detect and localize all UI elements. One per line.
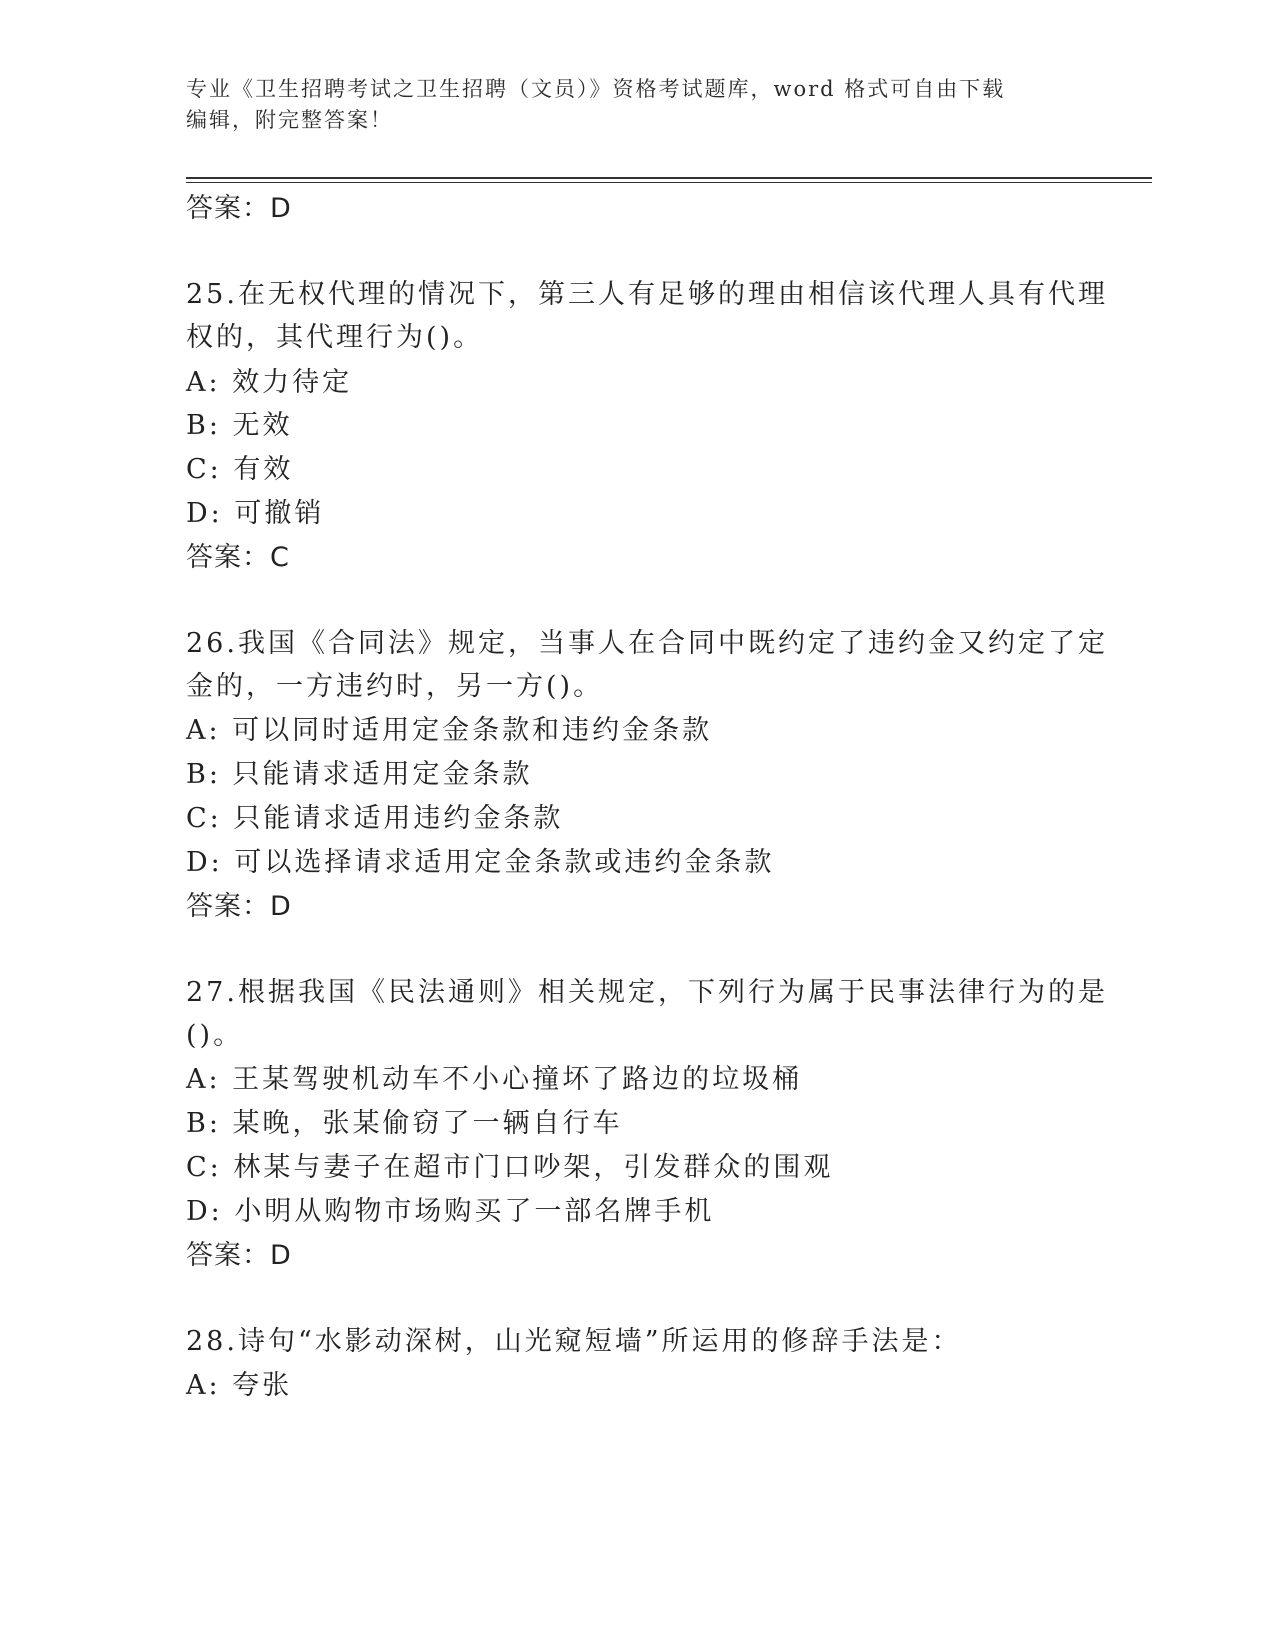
question-26-option-d: D: 可以选择请求适用定金条款或违约金条款	[186, 847, 775, 878]
header-divider-thin	[186, 182, 1152, 183]
question-26-answer: 答案：D	[186, 891, 292, 922]
question-26-option-b: B: 只能请求适用定金条款	[186, 759, 533, 790]
question-26-option-c: C: 只能请求适用违约金条款	[186, 803, 564, 834]
question-25-option-d: D: 可撤销	[186, 498, 325, 529]
question-25-option-b: B: 无效	[186, 410, 293, 441]
header-divider-thick	[186, 177, 1152, 179]
question-27-option-c: C: 林某与妻子在超市门口吵架，引发群众的围观	[186, 1152, 834, 1183]
question-28-stem-line-1: 28.诗句“水影动深树，山光窥短墙”所运用的修辞手法是：	[186, 1326, 962, 1357]
previous-answer: 答案：D	[186, 193, 292, 224]
question-25-stem-line-1: 25.在无权代理的情况下，第三人有足够的理由相信该代理人具有代理	[186, 279, 1108, 310]
document-header	[186, 74, 1086, 136]
question-25-option-c: C: 有效	[186, 454, 294, 485]
question-27-stem-line-1: 27.根据我国《民法通则》相关规定，下列行为属于民事法律行为的是	[186, 977, 1108, 1008]
question-25-answer: 答案：C	[186, 542, 290, 573]
question-27-option-a: A: 王某驾驶机动车不小心撞坏了路边的垃圾桶	[186, 1064, 803, 1095]
question-27-answer: 答案：D	[186, 1240, 292, 1271]
question-25-stem-line-2: 权的，其代理行为()。	[186, 322, 484, 353]
question-27-option-b: B: 某晚，张某偷窃了一辆自行车	[186, 1108, 623, 1139]
question-28-option-a: A: 夸张	[186, 1370, 293, 1401]
question-25-option-a: A: 效力待定	[186, 367, 353, 398]
question-27-stem-line-2: ()。	[186, 1020, 244, 1051]
header-line-1: 专业《卫生招聘考试之卫生招聘（文员）》资格考试题库，word 格式可自由下载	[186, 77, 1006, 101]
question-27-option-d: D: 小明从购物市场购买了一部名牌手机	[186, 1196, 715, 1227]
question-26-stem-line-2: 金的，一方违约时，另一方()。	[186, 671, 604, 702]
header-line-2: 编辑，附完整答案！	[186, 108, 393, 132]
question-26-stem-line-1: 26.我国《合同法》规定，当事人在合同中既约定了违约金又约定了定	[186, 628, 1108, 659]
question-26-option-a: A: 可以同时适用定金条款和违约金条款	[186, 715, 713, 746]
